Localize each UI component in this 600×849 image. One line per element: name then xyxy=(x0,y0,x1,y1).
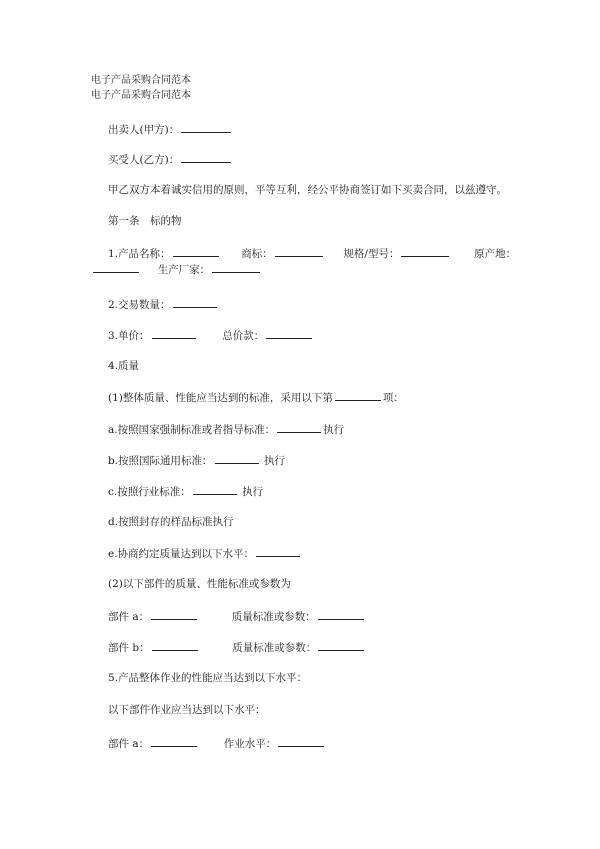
part-a-std-label: 质量标准或参数： xyxy=(231,611,316,623)
total-price-blank xyxy=(266,328,312,339)
buyer-label: 买受人(乙方)： xyxy=(108,154,180,166)
part-a-line xyxy=(108,609,366,624)
seller-blank xyxy=(181,122,231,133)
quality-c-text: c.按照行业标准： xyxy=(108,486,191,498)
seller-label: 出卖人(甲方)： xyxy=(108,124,180,136)
quality-1-blank xyxy=(335,390,381,401)
product-name-blank xyxy=(173,246,219,257)
quality-c-suffix: 执行 xyxy=(242,486,264,498)
part-b-std-blank xyxy=(318,640,364,651)
part-a-blank xyxy=(151,609,197,620)
quality-a-suffix: 执行 xyxy=(323,424,345,436)
buyer-line xyxy=(108,152,233,167)
part-b-line xyxy=(108,640,366,655)
part-b-std-label: 质量标准或参数： xyxy=(232,642,317,654)
seller-line xyxy=(108,122,233,137)
brand-blank xyxy=(275,246,323,257)
part-a-std-blank xyxy=(318,609,364,620)
quality-2-line: (2)以下部件的质量、性能标准或参数为 xyxy=(108,578,291,590)
part-a-label: 部件 a： xyxy=(108,611,150,623)
unit-price-blank xyxy=(152,328,196,339)
part-b-label: 部件 b： xyxy=(108,642,150,654)
quality-1-line xyxy=(108,390,404,405)
quality-b-suffix: 执行 xyxy=(263,455,285,467)
doc-title: 电子产品采购合同范本 xyxy=(91,75,191,86)
item4-heading: 4.质量 xyxy=(108,360,140,372)
intro-paragraph: 甲乙双方本着诚实信用的原则，平等互利，经公平协商签订如下买卖合同，以兹遵守。 xyxy=(108,184,507,196)
perf-part-a-line xyxy=(108,736,326,751)
quality-b-blank xyxy=(215,453,259,464)
model-blank xyxy=(401,246,449,257)
origin-label: 原产地： xyxy=(474,248,517,260)
quality-c-line xyxy=(108,484,263,499)
quality-1-text: (1)整体质量、性能应当达到的标准，采用以下第 xyxy=(108,392,333,404)
perf-level-blank xyxy=(278,736,324,747)
unit-price-label: 3.单价： xyxy=(108,330,150,342)
total-price-label: 总价款： xyxy=(222,330,265,342)
quality-b-text: b.按照国际通用标准： xyxy=(108,455,213,467)
quality-1-suffix: 项： xyxy=(382,392,404,404)
model-label: 规格/型号： xyxy=(343,248,400,260)
quality-e-line xyxy=(108,546,302,561)
maker-label: 生产厂家： xyxy=(157,264,211,276)
doc-title-repeat: 电子产品采购合同范本 xyxy=(91,90,191,101)
product-name-label: 1.产品名称： xyxy=(108,248,171,260)
quantity-blank xyxy=(173,297,217,308)
quality-b-line xyxy=(108,453,285,468)
item1-line xyxy=(108,246,516,261)
perf-part-a-blank xyxy=(151,736,197,747)
brand-label: 商标： xyxy=(241,248,273,260)
perf-level-label: 作业水平： xyxy=(223,738,277,750)
quality-e-text: e.协商约定质量达到以下水平： xyxy=(108,548,255,560)
quantity-label: 2.交易数量： xyxy=(108,299,171,311)
quality-d-line: d.按照封存的样品标准执行 xyxy=(108,516,234,528)
part-b-blank xyxy=(152,640,198,651)
quality-e-blank xyxy=(256,546,300,557)
article-1-heading: 第一条 标的物 xyxy=(108,215,182,227)
parts-performance-line: 以下部件作业应当达到以下水平： xyxy=(108,704,266,716)
item5-line: 5.产品整体作业的性能应当达到以下水平： xyxy=(108,672,308,684)
origin-blank xyxy=(93,262,139,273)
buyer-blank xyxy=(181,152,231,163)
quality-a-line xyxy=(108,422,344,437)
perf-part-a-label: 部件 a： xyxy=(108,738,150,750)
quality-c-blank xyxy=(193,484,237,495)
quality-a-blank xyxy=(277,422,321,433)
item1-line-2 xyxy=(91,262,262,277)
quality-a-text: a.按照国家强制标准或者指导标准： xyxy=(108,424,276,436)
item3-line xyxy=(108,328,314,343)
maker-blank xyxy=(212,262,260,273)
item2-line xyxy=(108,297,219,312)
